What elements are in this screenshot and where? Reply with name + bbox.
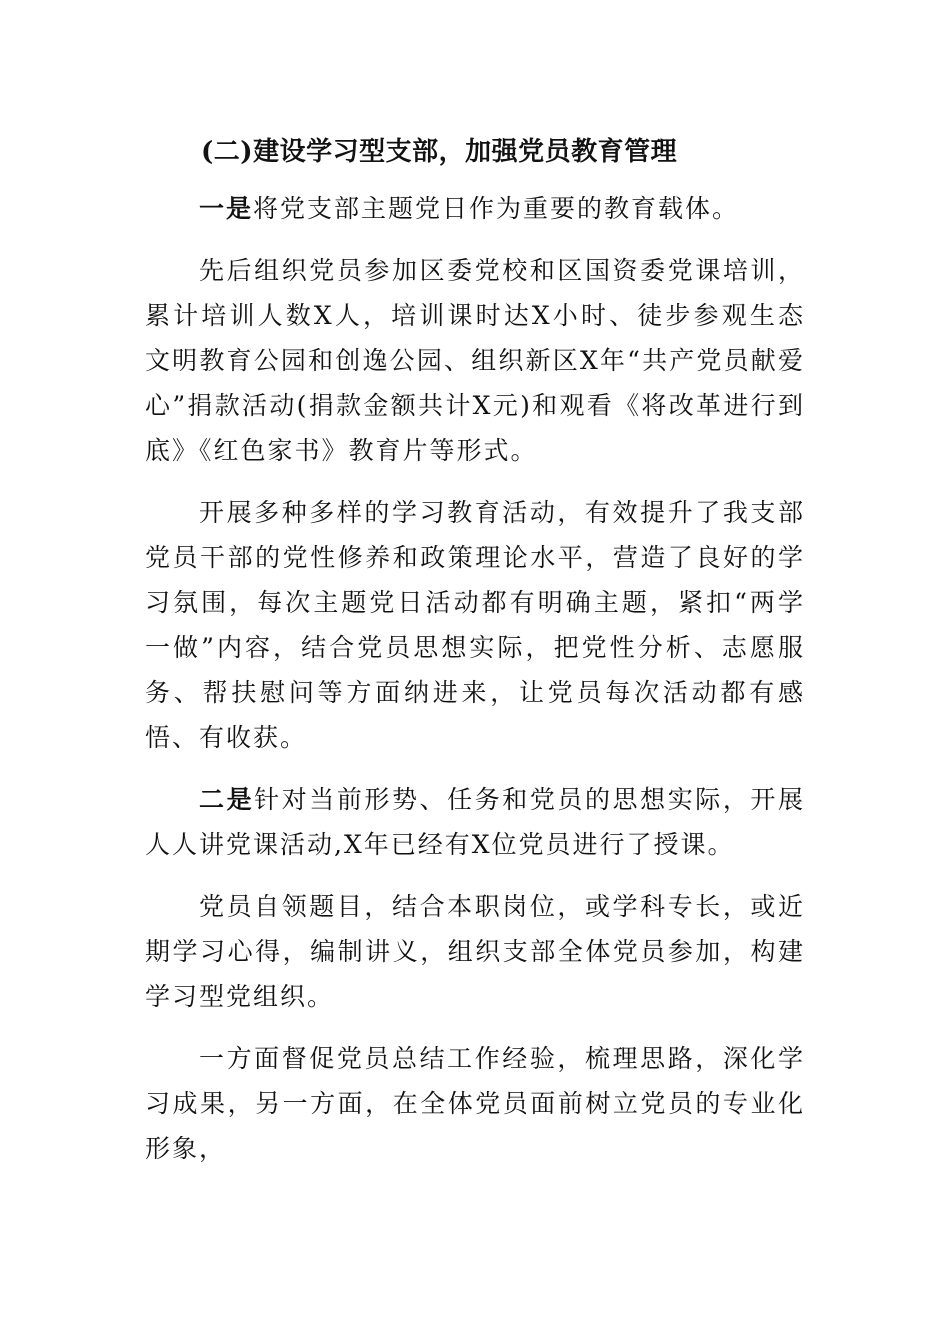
paragraph-5: 党员自领题目，结合本职岗位，或学科专长，或近期学习心得，编制讲义，组织支部全体党员参加，构建学习型党组织。	[145, 892, 805, 1011]
document-body	[145, 130, 805, 1188]
paragraph-6: 一方面督促党员总结工作经验，梳理思路，深化学习成果，另一方面，在全体党员面前树立党员的专业化形象，	[145, 1044, 805, 1163]
paragraph-4-text: 针对当前形势、任务和党员的思想实际，开展人人讲党课活动,X年已经有X位党员进行了授课。	[145, 785, 805, 859]
paragraph-3: 开展多种多样的学习教育活动，有效提升了我支部党员干部的党性修养和政策理论水平，营造了良好的学习氛围，每次主题党日活动都有明确主题，紧扣“两学一做”内容，结合党员思想实际，把党性分析、志愿服务、帮扶慰问等方面纳进来，让党员每次活动都有感悟、有收获。	[145, 498, 805, 752]
paragraph-1-text: 将党支部主题党日作为重要的教育载体。	[253, 194, 740, 223]
paragraph-4	[145, 777, 805, 867]
paragraph-1	[145, 186, 805, 231]
paragraph-2: 先后组织党员参加区委党校和区国资委党课培训，累计培训人数X人，培训课时达X小时、徒步参观生态文明教育公园和创逸公园、组织新区X年“共产党员献爱心”捐款活动(捐款金额共计X元)和观看《将改革进行到底》《红色家书》教育片等形式。	[145, 256, 805, 465]
section-heading: (二)建设学习型支部，加强党员教育管理	[201, 137, 678, 167]
paragraph-1-lead: 一是	[199, 194, 254, 223]
paragraph-4-lead: 二是	[199, 785, 255, 814]
